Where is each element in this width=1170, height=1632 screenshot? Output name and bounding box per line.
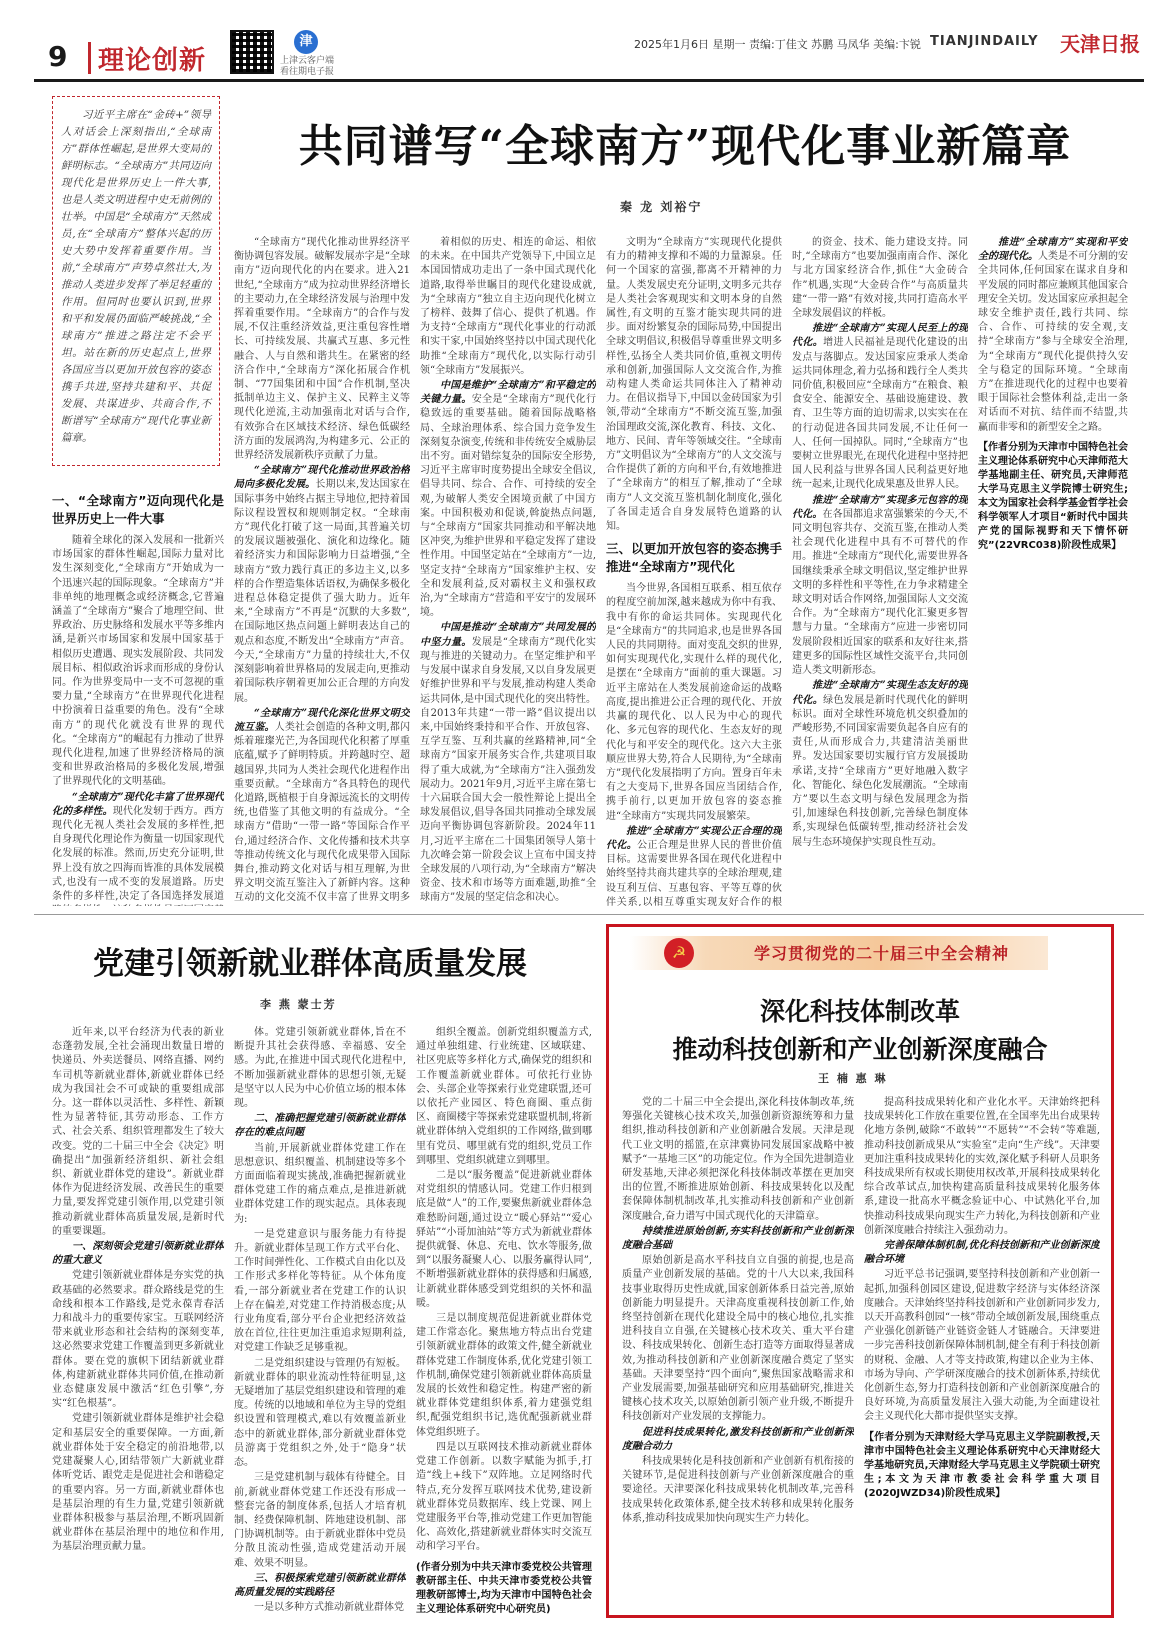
paragraph-lead: 推进“全球南方”实现公正合理的现代化。 [606, 825, 782, 851]
paragraph-lead: 中国是维护“全球南方”和平稳定的关键力量。 [420, 380, 596, 406]
page-number: 9 [48, 40, 68, 73]
paragraph-lead: 二、准确把握党建引领新就业群体存在的难点问题 [234, 1113, 406, 1139]
paragraph: 科技成果转化是科技创新和产业创新有机衔接的关键环节,是促进科技创新与产业创新深度融合的重要途径。天津要深化科技成果转化机制改革,完善科技成果转化政策体系,健全技术转移和成果转化服务体系,推动科技成果加快向现实生产力转化。 [622, 1456, 854, 1524]
article3-headline-line2: 推动科技创新和产业创新深度融合 [672, 1035, 1048, 1064]
article1-column-3 [420, 236, 596, 906]
paragraph-lead: 推进“全球南方”实现多元包容的现代化。 [792, 494, 968, 520]
paragraph-lead: 推进“全球南方”实现和平安全的现代化。 [978, 237, 1128, 263]
client-caption [280, 56, 334, 78]
article2-byline: 李 燕 蒙士芳 [260, 998, 337, 1011]
paragraph-lead: 促进科技成果转化,激发科技创新和产业创新深度融合动力 [622, 1426, 854, 1452]
qr-code-icon[interactable] [230, 30, 274, 74]
section-divider-line [34, 914, 1144, 915]
paragraph: 安全是“全球南方”现代化行稳致远的重要基础。随着国际战略格局、全球治理体系、综合国力竞争发生深刻复杂演变,传统和非传统安全威胁层出不穷。面对错综复杂的国际安全形势,习近平主席审时度势提出全球安全倡议,倡导共同、综合、合作、可持续的安全观,为破解人类安全困境贡献了中国方案。中国积极劝和促谈,斡旋热点问题,与“全球南方”国家共同推动和平解决地区冲突,为维护世界和平稳定发挥了建设性作用。中国坚定站在“全球南方”一边,坚定支持“全球南方”国家维护主权、安全和发展利益,反对霸权主义和强权政治,为“全球南方”营造和平安宁的发展环境。 [420, 394, 596, 619]
paragraph: 公正合理是世界人民的普世价值目标。这需要世界各国在现代化进程中始终坚持共商共建共享的全球治理观,建设互利互信、互惠包容、平等互尊的伙伴关系,以相互尊重实现友好合作的根 [606, 839, 782, 906]
paragraph: 二是党组织建设与管理仍有短板。新就业群体的职业流动性特征明显,这无疑增加了基层党组织建设和管理的难度。传统的以地域和单位为主导的党组织设置和管理模式,难以有效覆盖新业态中的新就业群体,部分新就业群体党员游离于党组织之外,处于“隐身”状态。 [234, 1357, 406, 1469]
paragraph-lead: 持续推进原始创新,夯实科技创新和产业创新深度融合基础 [622, 1225, 854, 1252]
article2-headline: 党建引领新就业群体高质量发展 [93, 946, 527, 982]
paragraph: 人类是不可分割的安全共同体,任何国家在谋求自身和平发展的同时都应兼顾其他国家合理安全关切。发达国家应承担起全球安全维护责任,践行共同、综合、合作、可持续的安全观,支持“全球南方”参与全球安全治理,为“全球南方”现代化提供持久安全与稳定的国际环境。“全球南方”在推进现代化的过程中也要着眼于国际社会整体利益,走出一条对话而不对抗、结伴而不结盟,共赢而非零和的新型安全之路。 [978, 251, 1128, 433]
article3-byline: 王 楠 惠 琳 [818, 1072, 888, 1085]
article3-column-2 [864, 1096, 1100, 1604]
paragraph: 二是以“服务覆盖”促进新就业群体对党组织的情感认同。党建工作归根到底是做“人”的工作,要聚焦新就业群体急难愁盼问题,通过设立“暖心驿站”“爱心驿站”“小哥加油站”等方式为新就业群体提供就餐、休息、充电、饮水等服务,做到“以服务凝聚人心、以服务赢得认同”,不断增强新就业群体的获得感和归属感,让新就业群体感受到党组织的关怀和温暖。 [416, 1170, 592, 1309]
article2-column-3 [416, 1026, 592, 1620]
article1-byline: 秦 龙 刘裕宁 [620, 200, 703, 214]
paragraph: 三是以制度规范促进新就业群体党建工作常态化。聚焦地方特点出台党建引领新就业群体的政策文件,健全新就业群体党建工作制度体系,优化党建引领工作机制,确保党建引领新就业群体高质量发展的长效性和稳定性。构建严密的新就业群体党建组织体系,着力建强党组织,配强党组织书记,选优配强新就业群体党组织班子。 [416, 1313, 592, 1438]
paragraph-lead: 中国是推动“全球南方”共同发展的中坚力量。 [420, 622, 596, 648]
paragraph-lead: 完善保障体制机制,优化科技创新和产业创新深度融合环境 [864, 1240, 1100, 1266]
paragraph: 党建引领新就业群体是维护社会稳定和基层安全的重要保障。一方面,新就业群体处于安全稳定的前沿地带,以党建凝聚人心,团结带领广大新就业群体听党话、跟党走是促进社会和谐稳定的重要内容。另一方面,新就业群体也是基层治理的有生力量,党建引领新就业群体积极参与基层治理,不断巩固新就业群体在基层治理中的地位和作用,为基层治理贡献力量。 [52, 1413, 224, 1553]
paragraph: 体。党建引领新就业群体,旨在不断提升其社会获得感、幸福感、安全感。为此,在推进中国式现代化进程中,不断加强新就业群体的思想引领,无疑是坚守以人民为中心价值立场的根本体现。 [234, 1027, 406, 1110]
author-note: (作者分别为中共天津市委党校公共管理教研部主任、中共天津市委党校公共管理教研部博士,均为天津市中国特色社会主义理论体系研究中心研究员) [416, 1561, 592, 1615]
paragraph-lead: “全球南方”现代化丰富了世界现代化的多样性。 [52, 791, 224, 817]
paragraph: 三是党建机制与载体有待健全。目前,新就业群体党建工作还没有形成一整套完备的制度体系,包括人才培育机制、经费保障机制、阵地建设机制、部门协调机制等。由于新就业群体中党员分散且流动性强,造成党建活动开展难、效果不明显。 [234, 1472, 406, 1569]
paper-name-en: TIANJINDAILY [930, 34, 1039, 49]
author-note: 【作者分别为天津财经大学马克思主义学院副教授,天津市中国特色社会主义理论体系研究中心天津财经大学基地研究员,天津财经大学马克思主义学院硕士研究生;本文为天津市教委社会科学重大项目(2020JWZD34)阶段性成果】 [864, 1431, 1100, 1499]
paragraph-lead: “全球南方”现代化深化世界文明交流互鉴。 [234, 707, 410, 733]
paragraph-lead: 推进“全球南方”实现生态友好的现代化。 [792, 680, 968, 706]
client-line-1: 上津云客户端 [280, 56, 335, 66]
article1-column-5 [792, 236, 968, 906]
paragraph: 绿色发展是新时代现代化的鲜明标识。面对全球性环境危机交织叠加的严峻形势,不同国家需要负起各自应有的责任,从而形成合力,共建清洁美丽世界。发达国家要切实履行官方发展援助承诺,支持“全球南方”更好地融入数字化、智能化、绿色化发展潮流。“全球南方”要以生态文明与绿色发展理念为指引,加速绿色科技创新,完善绿色制度体系,实现绿色低碳转型,推动经济社会发展与生态环境保护实现良性互动。 [792, 694, 968, 848]
paper-logo: 天津日报 [1060, 32, 1140, 56]
article2-column-1 [52, 1026, 224, 1620]
section-divider [88, 42, 91, 74]
party-emblem-icon: ☭ [664, 938, 694, 968]
article1-column-6 [978, 236, 1128, 906]
masthead [34, 24, 1144, 82]
article2-column-2 [234, 1026, 406, 1620]
column-banner-title: 学习贯彻党的二十届三中全会精神 [754, 944, 1010, 963]
client-line-2: 看往期电子报 [280, 67, 335, 77]
paragraph: “全球南方”现代化推动世界经济平衡协调包容发展。破解发展赤字是“全球南方”迈向现代化的内在要求。进入21世纪,“全球南方”成为拉动世界经济增长的主要动力,在全球经济发展与治理中发挥着重要作用。“全球南方”的合作与发展,不仅注重经济效益,更注重包容性增长、可持续发展、共赢式互惠、多元性融合、人与自然和谐共生。在紧密的经济合作中,“全球南方”深化拓展合作机制、“77国集团和中国”合作机制,坚决抵制单边主义、保护主义、民粹主义等现代化逆流,主动加强南北对话与合作,有效弥合在区域技术经济、绿色低碳经济方面的发展鸿沟,为构建多元、公正的世界经济发展新秩序贡献了力量。 [234, 237, 410, 462]
paragraph: 现代化发轫于西方。西方现代化无视人类社会发展的多样性,把自身现代化理论作为衡量一切国家现代化发展的标准。然而,历史充分证明,世界上没有放之四海而皆准的具体发展模式,也没有一成不变的发展道路。历史条件的多样性,决定了各国选择发展道 [52, 805, 224, 903]
paragraph: 长期以来,发达国家在国际事务中始终占据主导地位,把持着国际议程设置权和规则制定权。“全球南方”现代化打破了这一局面,其普遍关切的发展议题被强化、演化和边缘化。随着经济实力和国际影响力日益增强,“全球南方”致力践行真正的多边主义,以多样的合作塑造集体话语权,为确保多极化进程总体稳定提供了强大助力。近年来,“全球南方”不再是“沉默的大多数”,在国际地区热点问题上鲜明表达自己的观点和态度,不断发出“全球南方”声音。今天,“全球南方”力量的持续壮大,不仅深刻影响着世界格局的发展走向,更推动着国际秩序朝着更加公正合理的方向发展。 [234, 479, 410, 704]
article1-column-4 [606, 236, 782, 906]
paragraph-lead: “全球南方”现代化推动世界政治格局向多极化发展。 [234, 465, 410, 491]
paragraph: 随着全球化的深入发展和一批新兴市场国家的群体性崛起,国际力量对比发生深刻变化,“全球南方”开始成为一个迅速兴起的国际现象。“全球南方”并非单纯的地理概念或经济概念,它普遍涵盖了“全球南方”聚合了地理空间、世界政治、历史脉络和发展水平等多维内涵,是新兴市场国家和发展中国家基于相似历史遭遇、现实发展阶段、共同发展目标、相似政治诉求而形成的身份认同。作为世界变局中一支不可忽视的重要力量,“全球南方”在世界现代化进程中扮演着日益重要的角色。没有“全球南方”的现代化就没有世界的现代化。“全球南方”的崛起有力推动了世界现代化进程,加速了世界经济格局的演变和世界政治格局的多极化发展,增强了世界现代化的文明基础。 [52, 535, 224, 788]
section-name: 理论创新 [98, 46, 207, 76]
paragraph: 近年来,以平台经济为代表的新业态蓬勃发展,全社会涌现出数量日增的快递员、外卖送餐员、网络直播、网约车司机等新就业群体,新就业群体已经成为我国社会不可或缺的重要组成部分。这一群体以灵活性、多样性、新颖性为显著特征,其劳动形态、工作方式、社会关系、组织管理都发生了较大改变。党的二十届三中全会《决定》明确提出“加强新经济组织、新社会组织、新就业群体党的建设”。新就业群体作为促进经济发展、改善民生的重要力量,要发挥党建引领作用,以党建引领推动新就业群体高质量发展,是新时代的重要课题。 [52, 1027, 224, 1237]
paragraph: 当今世界,各国相互联系、相互依存的程度空前加深,越来越成为你中有我、我中有你的命运共同体。实现现代化是“全球南方”的共同追求,也是世界各国人民的共同期待。面对变乱交织的世界,如何实现现代化,实现什么样的现代化,是摆在“全球南方”面前的重大课题。习近平主席站在人类发展前途命运的战略高度,提出推进公正合理的现代化、开放共赢的现代化、以人民为中心的现代化、多元包容的现代化、生态友好的现代化与和平安全的现代化。这六大主张顺应世界大势,符合人民期待,为“全球南方”现代化发展指明了方向。置身百年未有之大变局下,世界各国应当团结合作,携手前行,以更加开放包容的姿态推进“全球南方”实现共同发展繁荣。 [606, 583, 782, 822]
subhead: 一、“全球南方”迈向现代化是世界历史上一件大事 [52, 493, 224, 526]
paragraph: 在各国都追求富强繁荣的今天,不同文明包容共存、交流互鉴,在推动人类社会现代化进程中具有不可替代的作用。推进“全球南方”现代化,需要世界各国继续秉承全球文明倡议,坚定维护世界文明的多样性和平等性,在力争求精建全球文明对话合作网络,加强国际人文交流合作。为“全球南方”现代化汇聚更多智慧与力量。“全球南方”应进一步密切同发展阶段相近国家的联系和友好往来,搭建更多的国际性区域性交流平台,共同创造人类文明新形态。 [792, 508, 968, 677]
paragraph: 人类社会创造的各种文明,都闪烁着璀璨光芒,为各国现代化积蓄了厚重底蕴,赋予了鲜明特质。并跨越时空、超越国界,共同为人类社会现代化进程作出重要贡献。“全球南方”各具特色的现代化道路,既植根于自身源远流长的文明传统,也借鉴了其他文明的有益成分。“全球南方”借助“一带一路”等国际合作平台,通过经济合作、文化传播和技术共享等推动传统文化与现代化成果带入国际舞台,推动跨文化对话与相互理解,为世界文明交流互鉴注入了新鲜内容。这种互动的文化交流不仅丰富了世界文明多 [234, 721, 410, 904]
paragraph: 文明为“全球南方”实现现代化提供有力的精神支撑和不竭的力量源泉。任何一个国家的富强,都离不开精神的力量。人类发展史充分证明,文明多元共存是人类社会客观现实和文明本身的自然属性,有文明的互鉴才能实现共同的进步。面对纷繁复杂的国际局势,中国提出全球文明倡议,积极倡导尊重世界文明多样性,弘扬全人类共同价值,重视文明传承和创新,加强国际人文交流合作,为推动构建人类命运共同体注入了精神动力。在倡议指导下,中国以金砖国家为引领,带动“全球南方”不断交流互鉴,加强治国理政交流,深化教育、科技、文化、地方、民间、青年等领域交往。“全球南方”文明倡议为“全球南方”的人文交流与合作提供了新的方向和平台,有效地推进了“全球南方”的相互了解,推动了“全球南方”人文交流互鉴机制化制度化,强化了各国走适合自身发展特色道路的认知。 [606, 237, 782, 533]
paragraph-lead: 一、深刻领会党建引领新就业群体的重大意义 [52, 1241, 224, 1267]
paragraph: 增进人民福祉是现代化建设的出发点与落脚点。发达国家应秉承人类命运共同体理念,着力弘扬和践行全人类共同价值,积极回应“全球南方”在粮食、粮食安全、能源安全、基础设施建设、教育、卫生等方面的迫切需求,以实实在在的行动促进各国共同发展,不让任何一人、任何一国掉队。同时,“全球南方”也要树立世界眼光,在现代化进程中坚持把国人民利益与世界各国人民利益更好地统一起来,让现代化成果惠及世界人民。 [792, 337, 968, 491]
subhead: 三、以更加开放包容的姿态携手推进“全球南方”现代化 [606, 541, 782, 575]
issue-meta: 2025年1月6日 星期一 责编:丁佳文 苏鹏 马凤华 美编:卞锐 [634, 38, 921, 51]
paragraph: 党的二十届三中全会提出,深化科技体制改革,统筹强化关键核心技术攻关,加强创新资源统筹和力量组织,推动科技创新和产业创新融合发展。天津是现代工业文明的摇篮,在京津冀协同发展国家战略中被赋予“一基地三区”的功能定位。作为全国先进制造业研发基地,天津必须把深化科技体制改革摆在更加突出的位置,不断推进原始创新、科技成果转化以及配套保障体制机制改革,扎实推动科技创新和产业创新深度融合,奋力谱写中国式现代化的天津篇章。 [622, 1097, 854, 1222]
paragraph: 四是以互联网技术推动新就业群体党建工作创新。以数字赋能为抓手,打造“线上+线下”双阵地。立足网络时代特点,充分发挥互联网技术优势,建设新就业群体党员数据库、线上党课、网上党建服务平台等,推动党建工作更加智能化、高效化,搭建新就业群体实时交流互动和学习平台。 [416, 1441, 592, 1553]
article1-headline: 共同谱写“全球南方”现代化事业新篇章 [298, 121, 1072, 172]
paragraph-lead: 推进“全球南方”实现人民至上的现代化。 [792, 323, 968, 349]
article3-column-1 [622, 1096, 854, 1604]
paragraph: 的资金、技术、能力建设支持。同时,“全球南方”也要加强南南合作、深化与北方国家经济合作,抓住“大金砖合作”机遇,实现“大金砖合作”与高质量共建“一带一路”有效对接,共同打造高水平全球发展倡议的样板。 [792, 237, 968, 320]
paragraph: 一是党建意识与服务能力有待提升。新就业群体呈现工作方式平台化、工作时间弹性化、工作模式自由化以及工作形式多样化等特征。从个体角度看,一部分新就业者在党建工作的认识上存在偏差,对党建工作持消极态度;从行业角度看,部分平台企业把经济效益放在首位,往往更加注重追求短期利益,对党建工作缺乏足够重视。 [234, 1228, 406, 1354]
article1-column-2 [234, 236, 410, 906]
article1-column-1 [52, 486, 224, 906]
article3-headline-line1: 深化科技体制改革 [759, 997, 960, 1026]
paragraph: 习近平总书记强调,要坚持科技创新和产业创新一起抓,加强科创园区建设,促进数字经济与实体经济深度融合。天津始终坚持科技创新和产业创新同步发力,以天开高教科创园“一核”带动全域创新发展,围绕重点产业强化创新链产业链资金链人才链融合。天津要进一步完善科技创新保障体制机制,健全有利于科技创新的财税、金融、人才等支持政策,构建以企业为主体、市场为导向、产学研深度融合的技术创新体系,持续优化创新生态,努力打造科技创新和产业创新深度融合的良好环境,为高质量发展注入强大动能,为全面建设社会主义现代化大都市提供坚实支撑。 [864, 1269, 1100, 1423]
paragraph: 着相似的历史、相连的命运、相依的未来。在中国共产党领导下,中国立足本国国情成功走出了一条中国式现代化道路,取得举世瞩目的现代化建设成就,为“全球南方”独立自主迈向现代化树立了榜样、鼓舞了信心、提供了机遇。作为支持“全球南方”现代化事业的行动派和实干家,中国始终坚持以中国式现代化助推“全球南方”现代化,以实际行动引领“全球南方”发展振兴。 [420, 237, 596, 376]
editor-note-box [52, 96, 220, 466]
paragraph: 组织全覆盖。创新党组织覆盖方式,通过单独组建、行业统建、区域联建、社区兜底等多样化方式,确保党的组织和工作覆盖新就业群体。可依托行业协会、头部企业等探索行业党建联盟,还可以依托产业园区、特色商圈、重点街区、商圈楼宇等探索党建联盟机制,将新就业群体纳入党组织的工作网络,做到哪里有党员、哪里就有党的组织,党员工作到哪里、党组织就建立到哪里。 [416, 1027, 592, 1166]
paragraph: 一是以多种方式推动新就业群体党 [254, 1602, 404, 1614]
author-note: 【作者分别为天津市中国特色社会主义理论体系研究中心天津师范大学基地副主任、研究员,天津师范大学马克思主义学院博士研究生;本文为国家社会科学基金哲学社会科学领军人才项目“新时代中国共产党的国际视野和天下情怀研究”(22VRC038)阶段性成果】 [978, 441, 1128, 551]
paragraph: 提高科技成果转化和产业化水平。天津始终把科技成果转化工作放在重要位置,在全国率先出台成果转化地方条例,破除“不敢转”“不愿转”“不会转”等难题,推动科技创新成果从“实验室”走向“生产线”。天津要更加注重科技成果转化的实效,深化赋予科研人员职务科技成果所有权或长期使用权改革,开展科技成果转化综合改革试点,加快构建高质量科技成果转化服务体系,建设一批高水平概念验证中心、中试熟化平台,加快推动科技成果向现实生产力转化,为科技创新和产业创新深度融合持续注入强劲动力。 [864, 1097, 1100, 1236]
paragraph: 原始创新是高水平科技自立自强的前提,也是高质量产业创新发展的基础。党的十八大以来,我国科技事业取得历史性成就,国家创新体系日益完善,原始创新能力明显提升。天津高度重视科技创新工作,始终坚持创新在现代化建设全局中的核心地位,扎实推进科技自立自强,在关键核心技术攻关、重大平台建设、科技成果转化、创新生态打造等方面取得显著成效,为推动科技创新和产业创新深度融合奠定了坚实基础。天津要坚持“四个面向”,聚焦国家战略需求和产业发展需要,加强基础研究和应用基础研究,推进关键核心技术攻关,以原始创新引领产业升级,不断提升科技创新对产业发展的支撑能力。 [622, 1255, 854, 1423]
paragraph-lead: 三、积极探索党建引领新就业群体高质量发展的实践路径 [234, 1572, 406, 1598]
paragraph: 发展是“全球南方”现代化实现与推进的关键动力。在坚定维护和平与发展中谋求自身发展,又以自身发展更好维护世界和平与发展,推动构建人类命运共同体,是中国式现代化的突出特性。自2013年共建“一带一路”倡议提出以来,中国始终秉持和平合作、开放包容、互学互鉴、互利共赢的丝路精神,同“全球南方”国家开展务实合作,共建项目取得了重大成就,为“全球南方”注入强劲发展动力。2021年9月,习近平主席在第七十六届联合国大会一般性辩论上提出全球发展倡议,倡导各国共同推动全球发展迈向平衡协调包容新阶段。2024年11月,习近平主席在二十国集团领导人第十九次峰会第一阶段会议上宣布中国支持全球发展的八项行动,为“全球南方”解决资金、技术和市场等方面难题,助推“全球南方”发展的坚定信念和决心。 [420, 636, 596, 904]
editor-note: 习近平主席在“金砖+”领导人对话会上深刻指出,“全球南方”群体性崛起,是世界大变局的鲜明标志。“全球南方”共同迈向现代化是世界历史上一件大事,也是人类文明进程中史无前例的壮举。中国是“全球南方”天然成员,在“全球南方”整体兴起的历史大势中发挥着重要作用。当前,“全球南方”声势卓然壮大,为推动人类进步发挥了举足轻重的作用。但同时也要认识到,世界和平和发展仍面临严峻挑战,“全球南方”推进之路注定不会平坦。站在新的历史起点上,世界各国应当以更加开放包容的姿态携手共进,坚持共建和平、共促发展、共谋进步、共商合作,不断谱写“全球南方”现代化事业新篇章。 [61, 109, 211, 444]
client-logo-icon: 津 [294, 30, 318, 54]
paragraph: 党建引领新就业群体是夯实党的执政基础的必然要求。群众路线是党的生命线和根本工作路线,是党永葆青春活力和战斗力的重要传家宝。互联网经济带来就业形态和社会结构的深刻变革,这必然要求党建工作覆盖到更多新就业群体。要在党的旗帜下团结新就业群体,构建新就业群体共同价值,在推动新业态健康发展中激活“红色引擎”,夯实“红色根基”。 [52, 1270, 224, 1410]
paragraph: 当前,开展新就业群体党建工作在思想意识、组织覆盖、机制建设等多个方面面临着现实挑战,准确把握新就业群体党建工作的痛点难点,是推进新就业群体党建工作的现实起点。具体表现为: [234, 1142, 406, 1225]
